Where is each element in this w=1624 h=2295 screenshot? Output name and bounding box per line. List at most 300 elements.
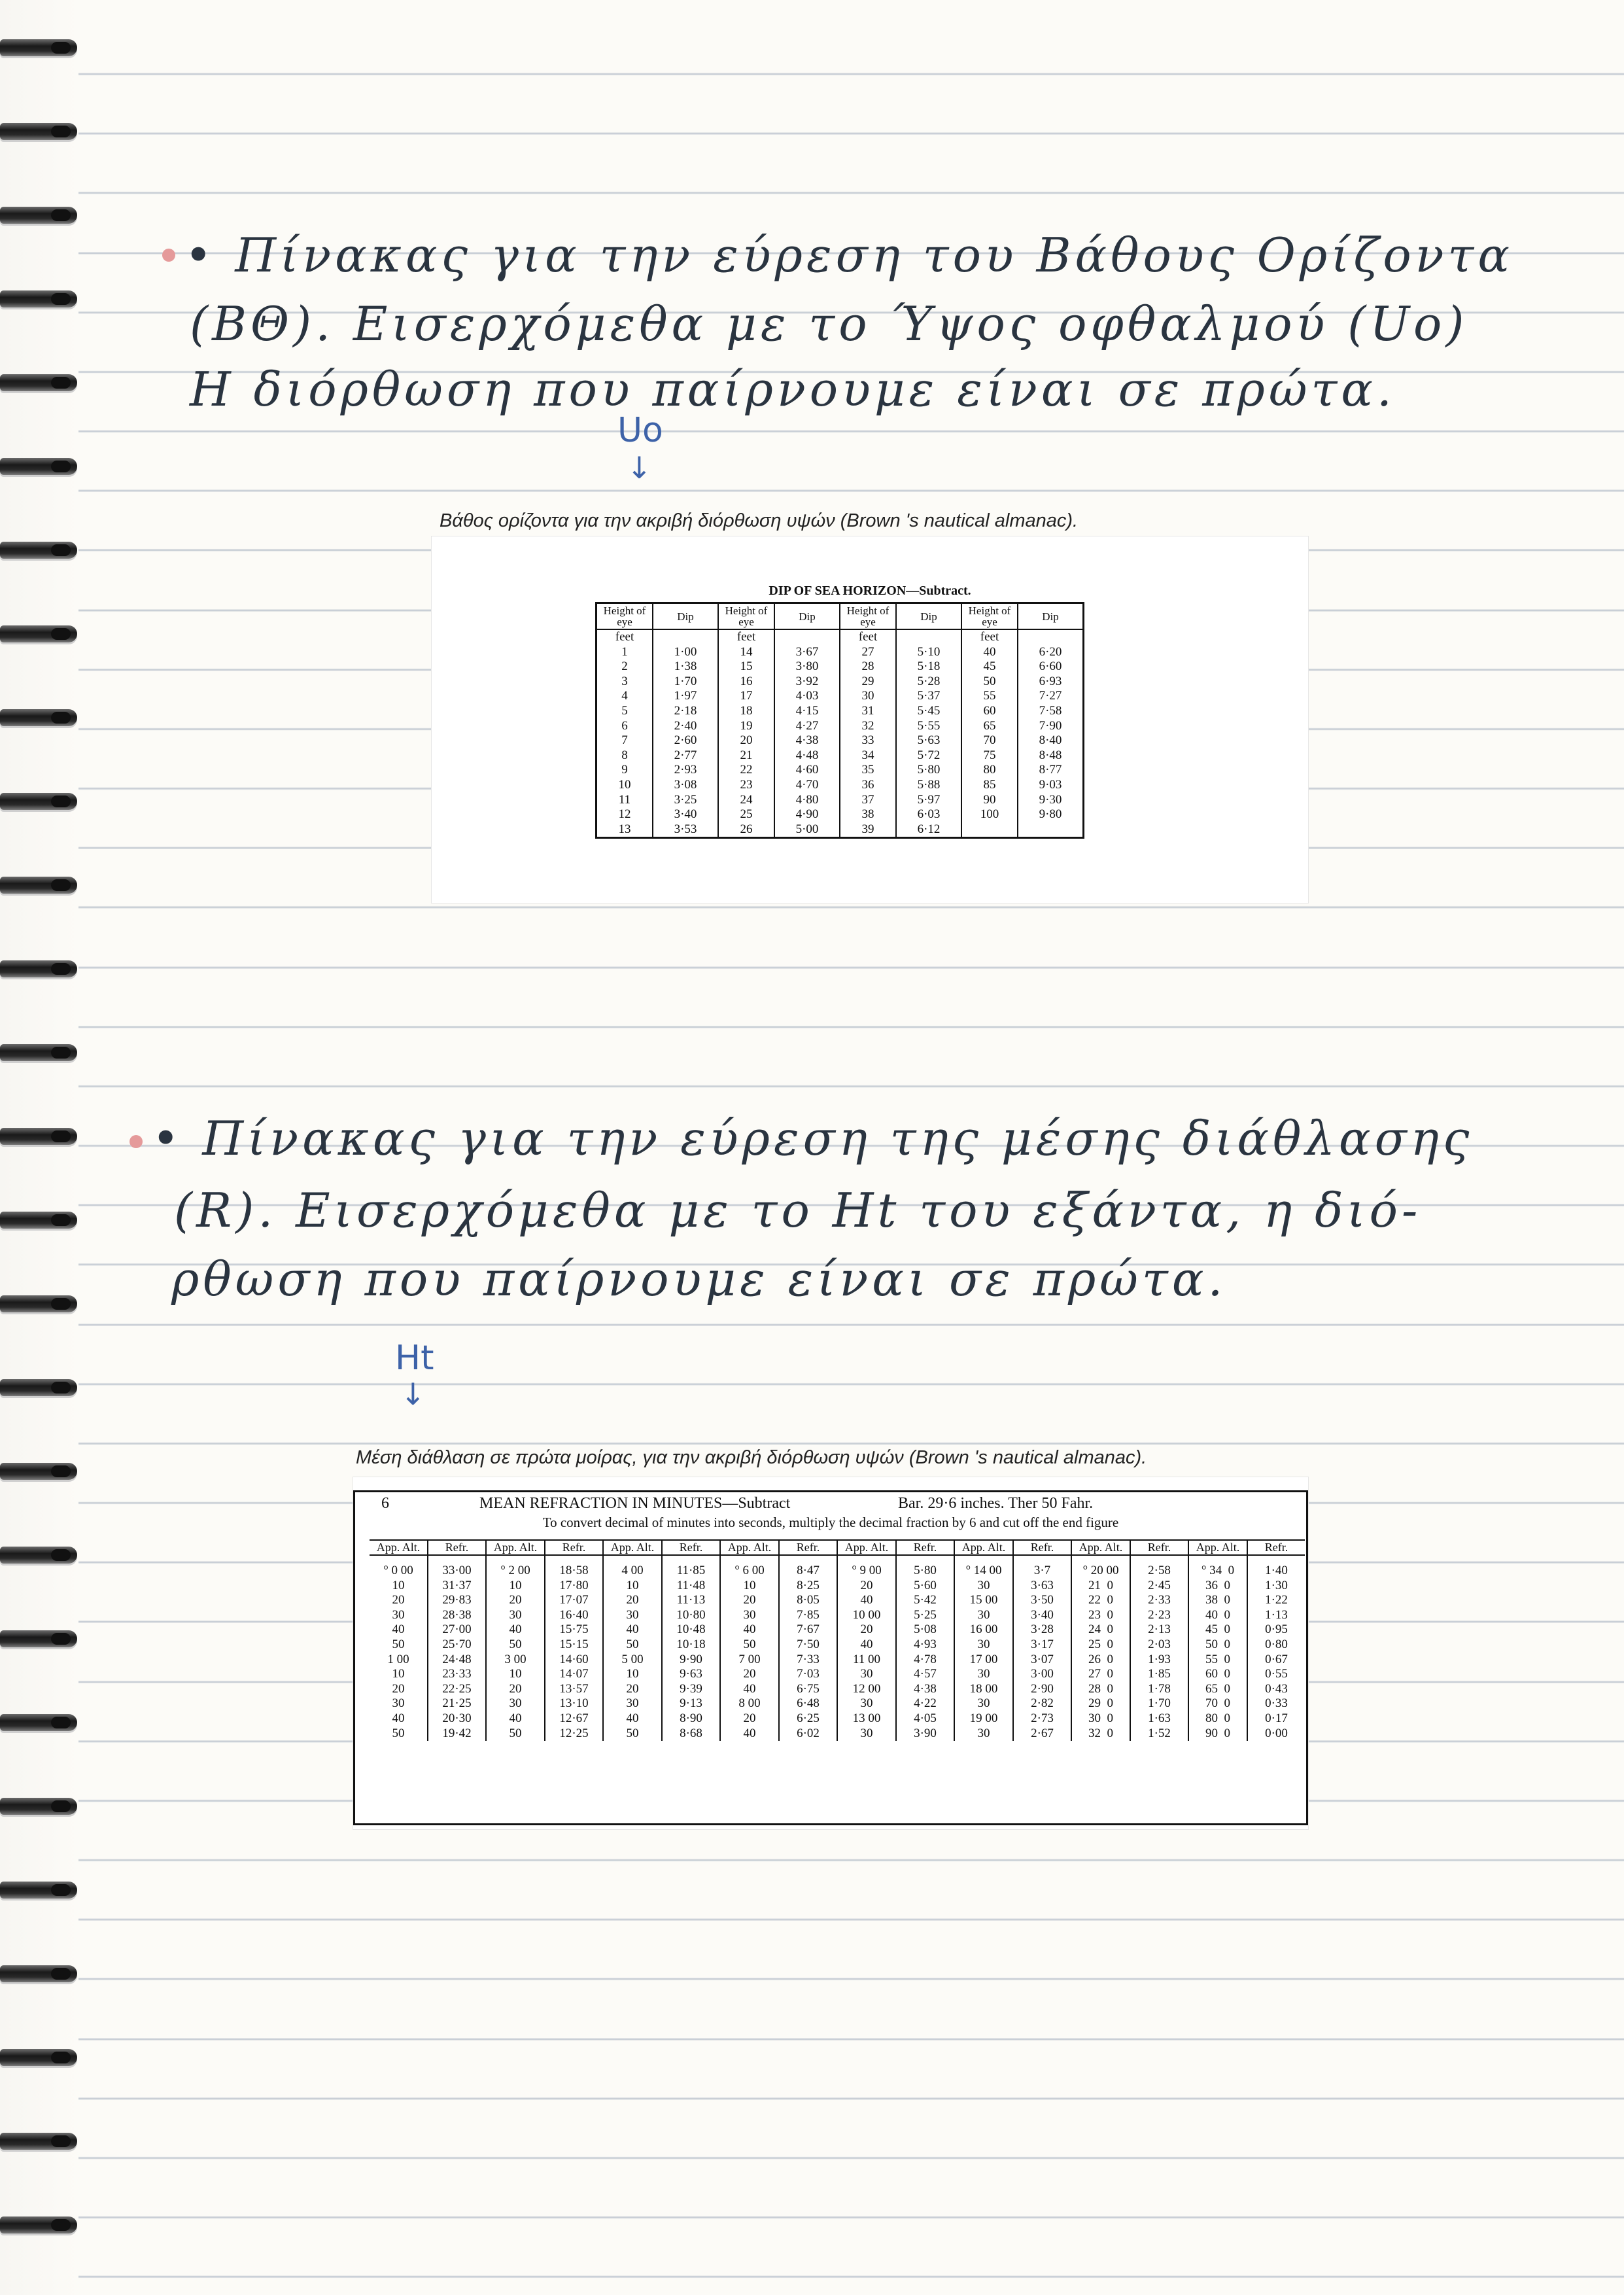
spacer — [779, 630, 835, 645]
refraction-value: 15·75 — [559, 1622, 589, 1637]
dip-value: 5·10 — [917, 644, 941, 659]
unit-label: feet — [736, 630, 756, 644]
note-line-5: (R). Εισερχόμεθα με το Ht του εξάντα, η διό- — [174, 1183, 1422, 1238]
altitude-value: 10 — [626, 1667, 639, 1681]
altitude-value: 55 0 — [1205, 1652, 1230, 1666]
altitude-value: 20 — [626, 1681, 639, 1696]
down-arrow-icon: ↓ — [400, 1376, 426, 1412]
spiral-ring — [0, 709, 77, 726]
dip-value: 3·67 — [795, 644, 819, 659]
altitude-value: ° 34 0 — [1201, 1564, 1235, 1577]
dip-value: 6·03 — [917, 807, 941, 822]
spiral-ring — [0, 1295, 77, 1312]
height-value: 33 — [861, 733, 874, 748]
dip-value: 4·38 — [795, 733, 819, 748]
spiral-ring — [0, 1965, 77, 1982]
refraction-value: 9·63 — [680, 1667, 702, 1681]
spiral-ring — [0, 458, 77, 475]
dip-value: 1·00 — [674, 644, 697, 659]
dip-value: 4·90 — [795, 807, 819, 822]
altitude-value: 40 — [392, 1622, 405, 1637]
refraction-value: 5·25 — [914, 1607, 937, 1622]
refraction-value: 2·03 — [1148, 1637, 1171, 1651]
altitude-value: 30 — [509, 1607, 522, 1622]
refraction-value: 2·58 — [1148, 1564, 1171, 1577]
height-value: 24 — [740, 792, 753, 807]
height-value: 17 — [740, 689, 753, 703]
spacer — [1022, 630, 1079, 645]
refraction-value: 14·07 — [559, 1667, 589, 1681]
dip-value-column — [1018, 629, 1084, 838]
altitude-value: 10 — [626, 1578, 639, 1592]
refraction-header-cell: Refr. — [545, 1540, 603, 1555]
refraction-value: 11·48 — [676, 1578, 706, 1592]
spiral-ring — [0, 2133, 77, 2150]
altitude-column — [954, 1555, 1013, 1741]
height-value: 26 — [740, 822, 753, 836]
height-value: 70 — [983, 733, 996, 748]
spiral-ring — [0, 1547, 77, 1564]
altitude-value: ° 9 00 — [852, 1564, 882, 1577]
altitude-value: 50 — [509, 1726, 522, 1740]
refraction-value: 3·28 — [1031, 1622, 1054, 1637]
refraction-column — [1130, 1555, 1188, 1741]
height-value: 29 — [861, 674, 874, 688]
refraction-value: 7·85 — [797, 1607, 820, 1622]
spiral-ring — [0, 793, 77, 810]
refraction-value: 1·93 — [1148, 1652, 1171, 1666]
dip-value: 5·88 — [917, 777, 941, 792]
height-value: 50 — [983, 674, 996, 688]
refraction-value: 1·30 — [1265, 1578, 1288, 1592]
dip-value: 3·08 — [674, 777, 697, 792]
dip-value: 1·38 — [674, 659, 697, 674]
dip-value: 5·97 — [917, 792, 941, 807]
dip-value: 3·40 — [674, 807, 697, 822]
refraction-header-cell: Refr. — [779, 1540, 837, 1555]
height-value: 40 — [983, 644, 996, 659]
altitude-value: 7 00 — [738, 1652, 761, 1666]
height-value: 45 — [983, 659, 996, 674]
refraction-value: 15·15 — [559, 1637, 589, 1651]
refraction-value: 19·42 — [442, 1726, 472, 1740]
refraction-value: 3·50 — [1031, 1593, 1054, 1607]
height-value: 36 — [861, 777, 874, 792]
refraction-value: 10·80 — [676, 1607, 706, 1622]
spiral-ring — [0, 1798, 77, 1815]
height-value: 75 — [983, 748, 996, 762]
dip-value: 2·93 — [674, 763, 697, 777]
height-value: 19 — [740, 718, 753, 733]
refraction-value: 2·90 — [1031, 1681, 1054, 1696]
refraction-value: 0·80 — [1265, 1637, 1288, 1651]
refraction-value: 2·73 — [1031, 1711, 1054, 1725]
height-value: 65 — [983, 718, 996, 733]
dip-value: 5·55 — [917, 718, 941, 733]
altitude-value: 50 0 — [1205, 1637, 1230, 1651]
altitude-column — [837, 1555, 896, 1741]
refraction-caption: Μέση διάθλαση σε πρώτα μοίρας, για την ακριβή διόρθωση υψών (Brown 's nautical almanac). — [356, 1447, 1147, 1468]
altitude-value: 50 — [626, 1637, 639, 1651]
note-line-2: (ΒΘ). Εισερχόμεθα με το Ύψος οφθαλμού (Uo) — [190, 296, 1468, 351]
altitude-column — [370, 1555, 428, 1741]
refraction-value: 8·25 — [797, 1578, 820, 1592]
refraction-value: 4·22 — [914, 1696, 937, 1711]
altitude-value: 30 — [392, 1607, 405, 1622]
refraction-value: 17·80 — [559, 1578, 589, 1592]
dip-value: 2·77 — [674, 748, 697, 762]
refraction-value: 7·03 — [797, 1667, 820, 1681]
refraction-value: 10·18 — [676, 1637, 706, 1651]
altitude-value: 10 — [392, 1578, 405, 1592]
height-value: 11 — [618, 792, 631, 807]
refraction-value: 3·00 — [1031, 1667, 1054, 1681]
dip-value: 6·60 — [1039, 659, 1062, 674]
refraction-column — [662, 1555, 720, 1741]
dip-header-cell: Dip — [896, 603, 961, 630]
refraction-value: 4·38 — [914, 1681, 937, 1696]
refraction-value: 27·00 — [442, 1622, 472, 1637]
altitude-value: 38 0 — [1205, 1593, 1230, 1607]
unit-label: feet — [858, 630, 878, 644]
refraction-column — [545, 1555, 603, 1741]
dip-value: 5·80 — [917, 763, 941, 777]
altitude-column — [1071, 1555, 1130, 1741]
spiral-ring — [0, 1463, 77, 1480]
refraction-value: 13·10 — [559, 1696, 589, 1711]
altitude-value: 16 00 — [969, 1622, 998, 1637]
refraction-header-cell: Refr. — [1013, 1540, 1071, 1555]
dip-value: 2·60 — [674, 733, 697, 748]
spiral-ring — [0, 2216, 77, 2234]
refraction-header-cell: Refr. — [896, 1540, 954, 1555]
refraction-value: 9·13 — [680, 1696, 702, 1711]
altitude-value: 30 — [977, 1696, 990, 1711]
dip-value: 6·93 — [1039, 674, 1062, 688]
altitude-value: 11 00 — [852, 1652, 881, 1666]
altitude-value: 8 00 — [738, 1696, 761, 1711]
note-line-6: ρθωση που παίρνουμε είναι σε πρώτα. — [171, 1252, 1227, 1306]
refraction-value: 5·42 — [914, 1593, 937, 1607]
refraction-value: 2·82 — [1031, 1696, 1054, 1711]
refraction-header-cell: App. Alt. — [837, 1540, 896, 1555]
refraction-value: 2·23 — [1148, 1607, 1171, 1622]
height-value: 12 — [618, 807, 631, 822]
altitude-value: 30 — [977, 1578, 990, 1592]
dip-value: 2·40 — [674, 718, 697, 733]
altitude-value: 20 — [743, 1667, 756, 1681]
dip-value: 8·77 — [1039, 763, 1062, 777]
altitude-value: ° 0 00 — [383, 1564, 413, 1577]
refraction-value: 6·25 — [797, 1711, 820, 1725]
dip-value: 5·63 — [917, 733, 941, 748]
refraction-value: 12·25 — [559, 1726, 589, 1740]
altitude-value: 20 — [392, 1593, 405, 1607]
altitude-column — [486, 1555, 545, 1741]
altitude-column — [603, 1555, 662, 1741]
page-number: 6 — [381, 1495, 389, 1512]
altitude-value: 20 — [860, 1622, 873, 1637]
spiral-ring — [0, 123, 77, 140]
height-value: 3 — [621, 674, 628, 688]
refraction-value: 0·33 — [1265, 1696, 1288, 1711]
dip-value: 8·40 — [1039, 733, 1062, 748]
altitude-value: 20 — [626, 1593, 639, 1607]
altitude-value: 45 0 — [1205, 1622, 1230, 1637]
height-value: 39 — [861, 822, 874, 836]
note-line-3: Η διόρθωση που παίρνουμε είναι σε πρώτα. — [190, 362, 1396, 417]
altitude-value: 40 0 — [1205, 1607, 1230, 1622]
height-value: 15 — [740, 659, 753, 674]
altitude-value: 32 0 — [1088, 1726, 1113, 1740]
dip-value: 9·80 — [1039, 807, 1062, 822]
altitude-value: 20 — [743, 1593, 756, 1607]
altitude-value: 29 0 — [1088, 1696, 1113, 1711]
height-value: 90 — [983, 792, 996, 807]
refraction-value: 6·48 — [797, 1696, 820, 1711]
altitude-value: 30 — [743, 1607, 756, 1622]
height-value: 6 — [621, 718, 628, 733]
refraction-value: 6·75 — [797, 1681, 820, 1696]
altitude-value: 10 — [392, 1667, 405, 1681]
dip-value: 4·27 — [795, 718, 819, 733]
refraction-value: 1·70 — [1148, 1696, 1171, 1711]
refraction-value: 3·63 — [1031, 1578, 1054, 1592]
refraction-value: 1·78 — [1148, 1681, 1171, 1696]
spiral-ring — [0, 1882, 77, 1899]
spiral-ring — [0, 1630, 77, 1647]
refraction-value: 8·68 — [680, 1726, 702, 1740]
height-value: 32 — [861, 718, 874, 733]
dip-header-cell: Height of eye — [840, 603, 896, 630]
refraction-value: 0·00 — [1265, 1726, 1288, 1740]
refraction-header-cell: App. Alt. — [954, 1540, 1013, 1555]
refraction-value: 29·83 — [442, 1593, 472, 1607]
altitude-value: 30 0 — [1088, 1711, 1113, 1725]
spiral-ring — [0, 625, 77, 642]
refraction-value: 7·67 — [797, 1622, 820, 1637]
height-value: 4 — [621, 689, 628, 703]
refraction-value: 4·05 — [914, 1711, 937, 1725]
altitude-value: ° 2 00 — [500, 1564, 530, 1577]
refraction-value: 3·7 — [1033, 1564, 1051, 1577]
spiral-ring — [0, 1128, 77, 1145]
altitude-value: 90 0 — [1205, 1726, 1230, 1740]
refraction-value: 5·60 — [914, 1578, 937, 1592]
dip-table-title: DIP OF SEA HORIZON—Subtract. — [769, 584, 971, 598]
refraction-value: 3·90 — [914, 1726, 937, 1740]
refraction-header-cell: App. Alt. — [1188, 1540, 1247, 1555]
spiral-ring — [0, 207, 77, 224]
refraction-value: 3·07 — [1031, 1652, 1054, 1666]
dip-header-cell: Height of eye — [718, 603, 774, 630]
refraction-column — [1013, 1555, 1071, 1741]
height-value: 22 — [740, 763, 753, 777]
height-value: 80 — [983, 763, 996, 777]
height-value: 38 — [861, 807, 874, 822]
altitude-value: 30 — [860, 1667, 873, 1681]
refraction-value: 31·37 — [442, 1578, 472, 1592]
altitude-value: 30 — [977, 1607, 990, 1622]
refraction-value: 14·60 — [559, 1652, 589, 1666]
altitude-value: 30 — [860, 1726, 873, 1740]
refraction-column — [428, 1555, 486, 1741]
height-value: 16 — [740, 674, 753, 688]
spiral-ring — [0, 877, 77, 894]
refraction-header-cell: App. Alt. — [486, 1540, 545, 1555]
dip-header-cell: Dip — [1018, 603, 1084, 630]
altitude-value: 24 0 — [1088, 1622, 1113, 1637]
note-line-1: • Πίνακας για την εύρεση του Βάθους Ορίζοντα — [184, 228, 1513, 283]
dip-height-column — [596, 629, 653, 838]
refraction-value: 24·48 — [442, 1652, 472, 1666]
refraction-value: 12·67 — [559, 1711, 589, 1725]
altitude-value: 18 00 — [969, 1681, 998, 1696]
dip-value: 1·70 — [674, 674, 697, 688]
dip-value: 6·12 — [917, 822, 941, 836]
altitude-value: 10 — [743, 1578, 756, 1592]
altitude-value: 30 — [626, 1607, 639, 1622]
dip-value: 4·48 — [795, 748, 819, 762]
spiral-binding — [0, 0, 78, 2295]
spacer — [657, 630, 714, 645]
refraction-title: MEAN REFRACTION IN MINUTES—Subtract — [479, 1495, 791, 1512]
refraction-conditions: Bar. 29·6 inches. Ther 50 Fahr. — [898, 1495, 1094, 1512]
refraction-value: 33·00 — [442, 1564, 472, 1577]
altitude-value: 3 00 — [504, 1652, 527, 1666]
refraction-value: 4·93 — [914, 1637, 937, 1651]
refraction-value: 1·63 — [1148, 1711, 1171, 1725]
refraction-value: 17·07 — [559, 1593, 589, 1607]
altitude-value: 15 00 — [969, 1593, 998, 1607]
refraction-value: 21·25 — [442, 1696, 472, 1711]
altitude-value: 30 — [977, 1726, 990, 1740]
refraction-value: 1·40 — [1265, 1564, 1288, 1577]
dip-value: 7·27 — [1039, 689, 1062, 703]
height-value: 9 — [621, 763, 628, 777]
altitude-value: 1 00 — [387, 1652, 409, 1666]
spacer — [901, 630, 957, 645]
note-line-4: • Πίνακας για την εύρεση της μέσης διάθλασης — [152, 1111, 1474, 1166]
down-arrow-icon: ↓ — [627, 450, 652, 485]
dip-value: 4·70 — [795, 777, 819, 792]
dip-value: 3·80 — [795, 659, 819, 674]
refraction-header-cell: App. Alt. — [370, 1540, 428, 1555]
altitude-value: 12 00 — [852, 1681, 881, 1696]
dip-value: 6·20 — [1039, 644, 1062, 659]
refraction-column — [1247, 1555, 1305, 1741]
height-value: 18 — [740, 703, 753, 718]
dip-value: 5·00 — [795, 822, 819, 836]
spiral-ring — [0, 1379, 77, 1396]
refraction-value: 2·33 — [1148, 1593, 1171, 1607]
dip-value-column — [774, 629, 840, 838]
height-value: 14 — [740, 644, 753, 659]
refraction-value: 13·57 — [559, 1681, 589, 1696]
dip-height-column — [961, 629, 1018, 838]
refraction-value: 18·58 — [559, 1564, 589, 1577]
dip-value: 5·18 — [917, 659, 941, 674]
altitude-column — [1188, 1555, 1247, 1741]
altitude-value: 10 — [509, 1667, 522, 1681]
dip-value: 9·03 — [1039, 777, 1062, 792]
altitude-column — [720, 1555, 779, 1741]
refraction-value: 7·33 — [797, 1652, 820, 1666]
dip-value: 4·60 — [795, 763, 819, 777]
refraction-value: 0·67 — [1265, 1652, 1288, 1666]
refraction-value: 0·17 — [1265, 1711, 1288, 1725]
refraction-value: 1·22 — [1265, 1593, 1288, 1607]
refraction-header-cell: App. Alt. — [720, 1540, 779, 1555]
refraction-value: 4·78 — [914, 1652, 937, 1666]
altitude-value: 80 0 — [1205, 1711, 1230, 1725]
refraction-header-cell: App. Alt. — [603, 1540, 662, 1555]
refraction-value: 9·90 — [680, 1652, 702, 1666]
altitude-value: 23 0 — [1088, 1607, 1113, 1622]
refraction-value: 3·40 — [1031, 1607, 1054, 1622]
height-value: 2 — [621, 659, 628, 674]
unit-label: feet — [615, 630, 634, 644]
altitude-value: 21 0 — [1088, 1578, 1113, 1592]
refraction-value: 22·25 — [442, 1681, 472, 1696]
refraction-column — [779, 1555, 837, 1741]
dip-value: 4·80 — [795, 792, 819, 807]
dip-header-cell: Height of eye — [961, 603, 1018, 630]
height-value: 60 — [983, 703, 996, 718]
height-value: 8 — [621, 748, 628, 762]
dip-value: 9·30 — [1039, 792, 1062, 807]
altitude-value: 40 — [743, 1622, 756, 1637]
refraction-value: 6·02 — [797, 1726, 820, 1740]
altitude-value: 20 — [509, 1681, 522, 1696]
altitude-value: 40 — [860, 1637, 873, 1651]
dip-height-column — [840, 629, 896, 838]
refraction-value: 2·45 — [1148, 1578, 1171, 1592]
altitude-value: 25 0 — [1088, 1637, 1113, 1651]
dip-value: 7·58 — [1039, 703, 1062, 718]
altitude-value: 40 — [743, 1726, 756, 1740]
refraction-subtitle: To convert decimal of minutes into seconds, multiply the decimal fraction by 6 and cut off the end figure — [542, 1515, 1119, 1530]
ht-marker: Ht — [395, 1339, 434, 1378]
spiral-ring — [0, 290, 77, 307]
dip-caption: Βάθος ορίζοντα για την ακριβή διόρθωση υψών (Brown 's nautical almanac). — [440, 510, 1079, 531]
spiral-ring — [0, 542, 77, 559]
dip-value: 5·72 — [917, 748, 941, 762]
altitude-value: 50 — [509, 1637, 522, 1651]
spiral-ring — [0, 1714, 77, 1731]
refraction-value: 5·08 — [914, 1622, 937, 1637]
height-value: 28 — [861, 659, 874, 674]
altitude-value: 40 — [626, 1622, 639, 1637]
altitude-value: 40 — [626, 1711, 639, 1725]
refraction-value: 9·39 — [680, 1681, 702, 1696]
refraction-value: 3·17 — [1031, 1637, 1054, 1651]
altitude-value: 40 — [509, 1622, 522, 1637]
refraction-table — [370, 1539, 1305, 1741]
altitude-value: 50 — [392, 1726, 405, 1740]
altitude-value: 22 0 — [1088, 1593, 1113, 1607]
altitude-value: 17 00 — [969, 1652, 998, 1666]
refraction-value: 8·47 — [797, 1564, 820, 1577]
dip-header-cell: Dip — [774, 603, 840, 630]
altitude-value: 36 0 — [1205, 1578, 1230, 1592]
height-value: 1 — [621, 644, 628, 659]
altitude-value: 27 0 — [1088, 1667, 1113, 1681]
spiral-ring — [0, 39, 77, 56]
height-value: 21 — [740, 748, 753, 762]
height-value: 10 — [618, 777, 631, 792]
dip-value: 3·25 — [674, 792, 697, 807]
